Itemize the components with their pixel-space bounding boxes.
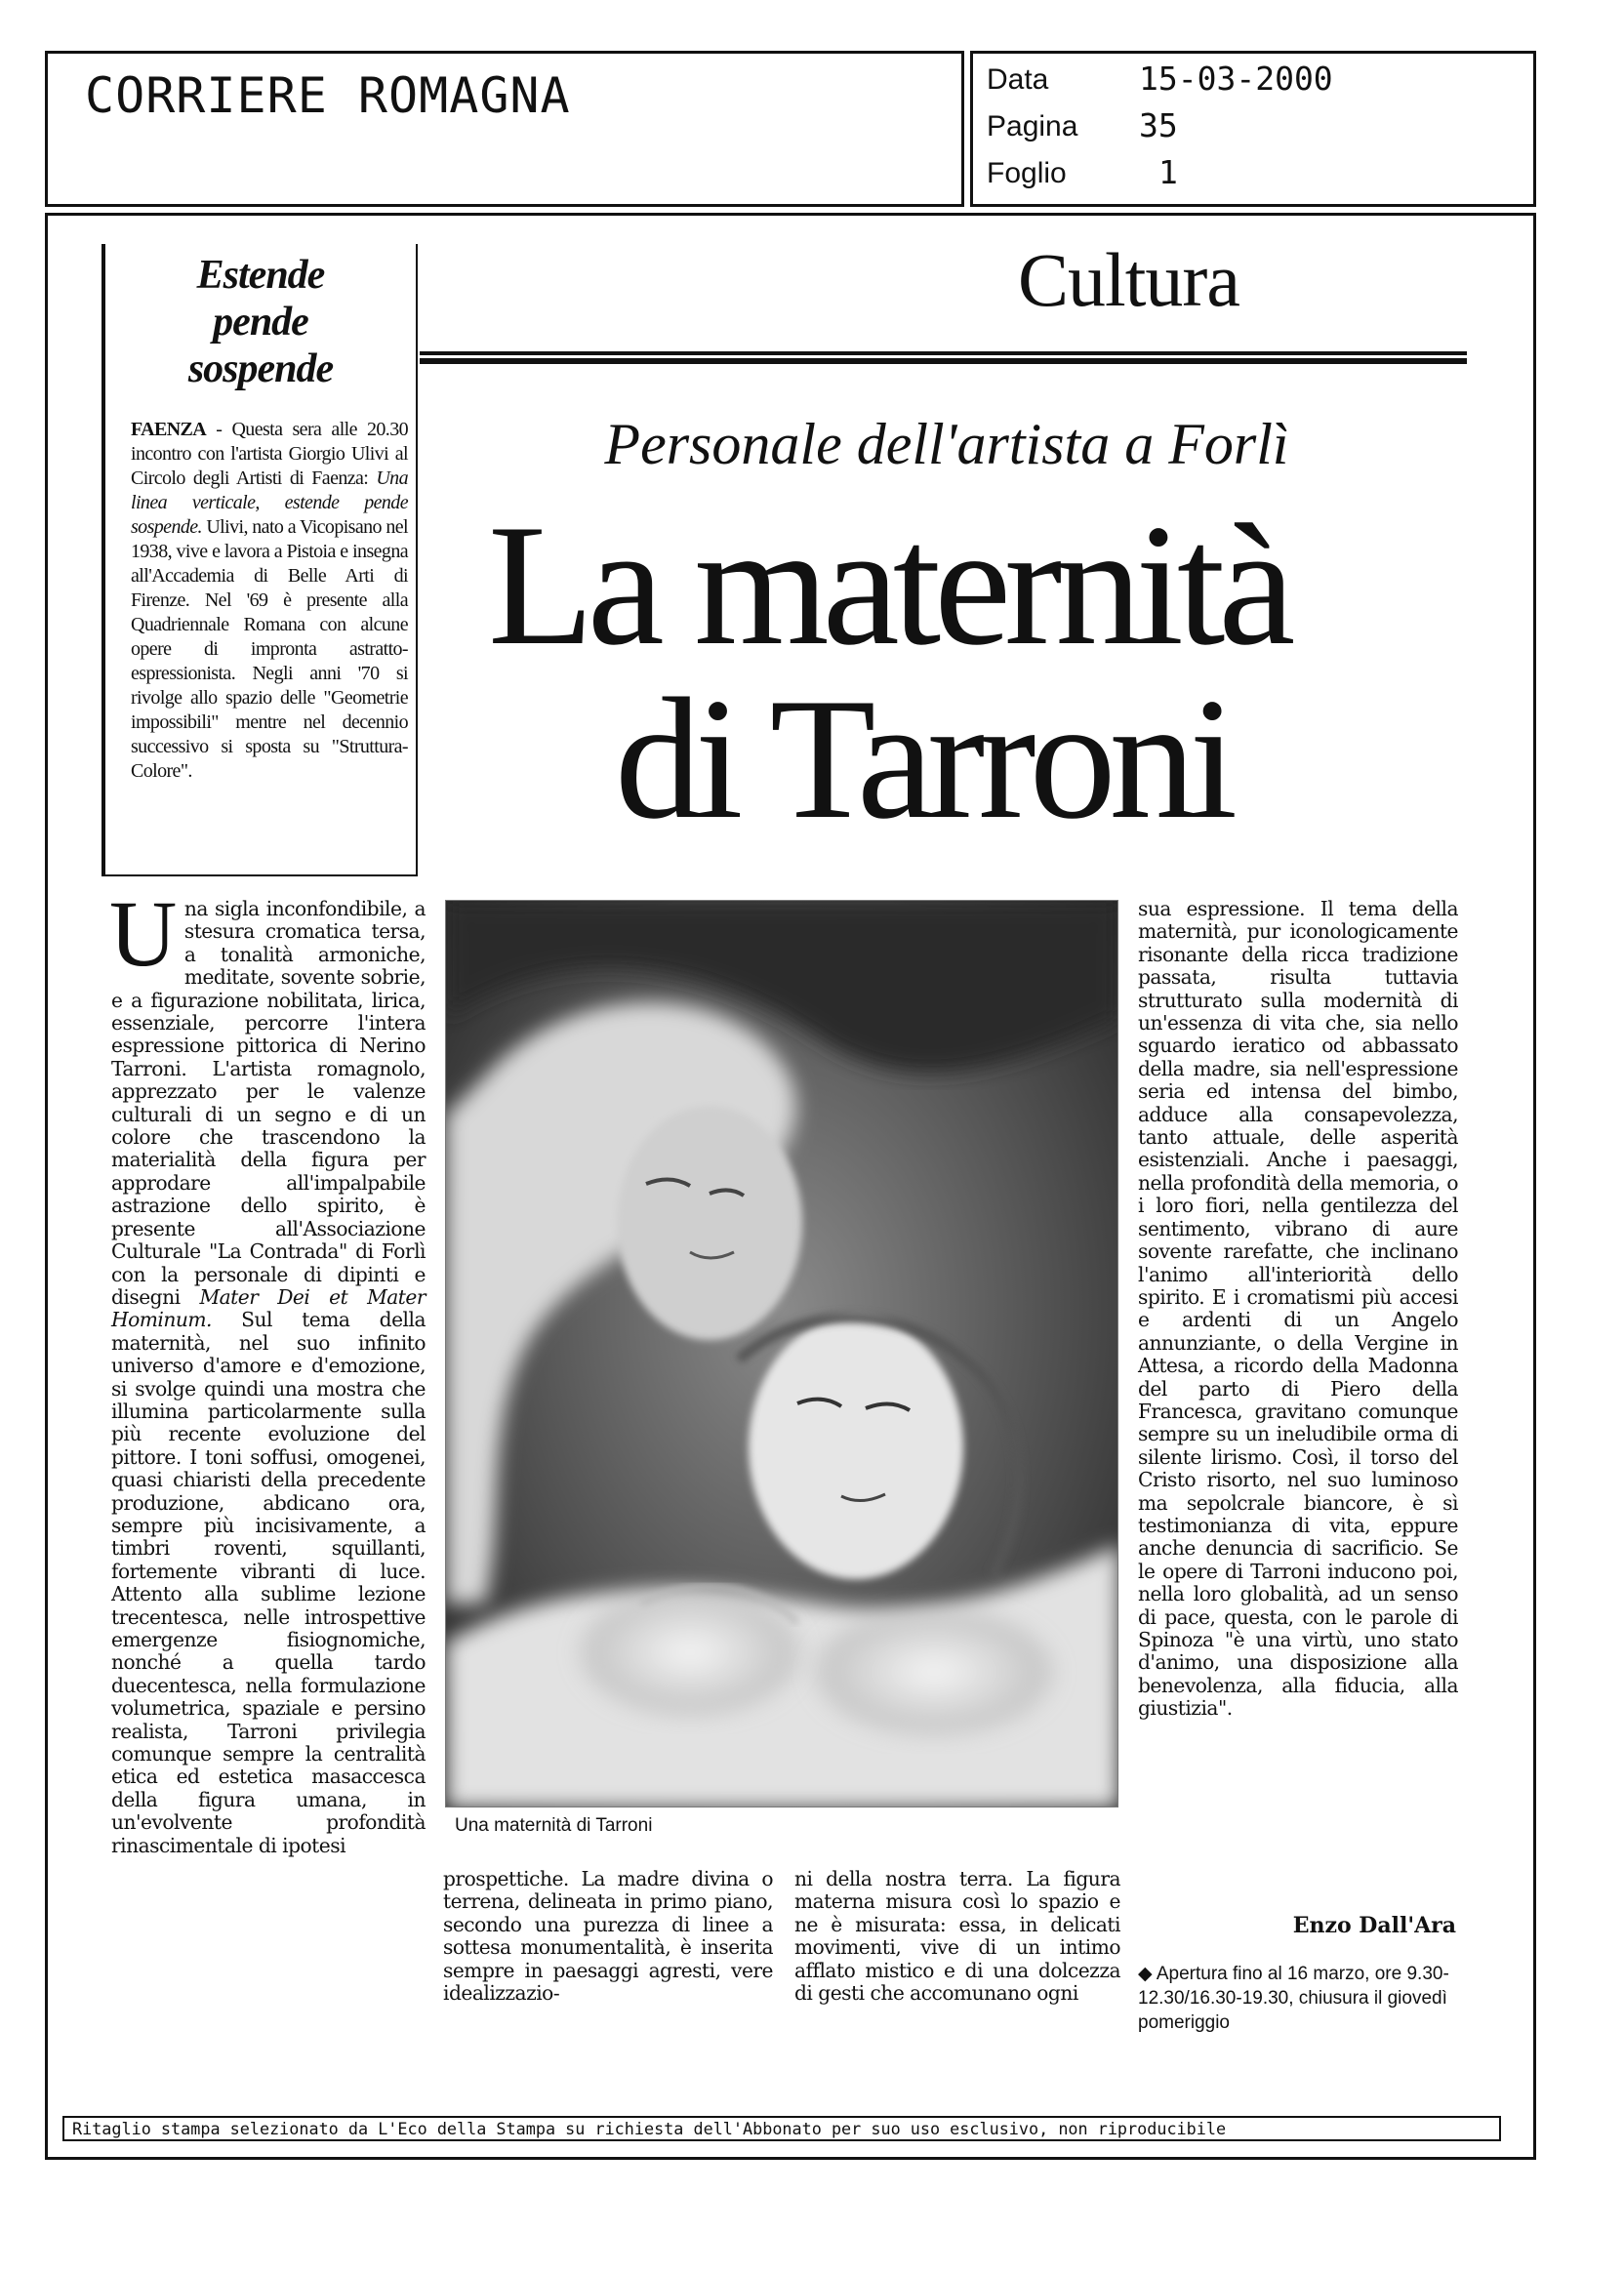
- article-column-3: [794, 1868, 1120, 2005]
- header-meta-box: [970, 51, 1536, 207]
- data-value: 15-03-2000: [1139, 60, 1333, 98]
- pagina-label: Pagina: [987, 110, 1078, 142]
- sidebar-text-italic: Una linea verticale, estende pende sospende.: [131, 467, 408, 538]
- foglio-value: 1: [1158, 153, 1178, 191]
- painting-photo: [445, 900, 1118, 1807]
- headline-line: La maternità: [488, 488, 1289, 681]
- header-publication-box: [45, 51, 964, 207]
- article-column-1: [109, 881, 426, 1857]
- publication-name: CORRIERE ROMAGNA: [85, 67, 571, 124]
- article-kicker: Personale dell'artista a Forlì: [604, 412, 1289, 476]
- sidebar-title-line: pende: [213, 300, 308, 345]
- section-rule: [420, 351, 1467, 355]
- sidebar-text-part: Ulivi, nato a Vicopisano nel 1938, vive e lavora a Pistoia e insegna all'Accademia di Belle Arti di Firenze. Nel '69 è presente alla Quadriennale Romana con alcune opere di impronta astratto-espressionista. Negli anni '70 si rivolge allo spazio delle "Geometrie impossibili" mentre nel decennio successivo si sposta su "Struttura-Colore".: [131, 516, 408, 782]
- sidebar-text: [131, 418, 408, 784]
- mother-child-painting-image: [446, 901, 1118, 1807]
- section-title: Cultura: [1018, 237, 1239, 322]
- sidebar-text-part: - Questa sera alle 20.30 incontro con l'artista Giorgio Ulivi al Circolo degli Artisti di Faenza:: [131, 419, 408, 489]
- pagina-value: 35: [1139, 106, 1178, 144]
- headline-line: di Tarroni: [615, 662, 1232, 855]
- column-text: na sigla inconfondibile, a stesura cromatica tersa, a tonalità armoniche, meditate, sovente sobrie, e a figurazione nobilitata, lirica, essenziale, percorre l'intera espressione pittorica di Nerino Tarroni. L'artista romagnolo, apprezzato per le valenze culturali di un segno e di un colore che trascendono la materialità della figura per approdare all'impalpabile astrazione dello spirito, è presente all'Associazione Culturale "La Contrada" di Forlì con la personale di dipinti e disegni: [111, 897, 426, 1309]
- column-text: ni della nostra terra. La figura materna misura così lo spazio e ne è misurata: essa, in delicati movimenti, vive di un intimo afflato mistico e di una dolcezza di gesti che accomunano ogni: [794, 1867, 1120, 2006]
- article-headline: [488, 488, 1464, 855]
- author-byline: Enzo Dall'Ara: [1292, 1913, 1456, 1938]
- sidebar-city: FAENZA: [131, 419, 207, 440]
- exhibition-title: Mater Dei et Mater Hominum.: [111, 1284, 426, 1332]
- article-column-2: [443, 1868, 773, 2005]
- foglio-label: Foglio: [987, 157, 1067, 189]
- sidebar-title: [105, 252, 416, 392]
- sidebar-title-line: sospende: [187, 346, 334, 391]
- column-text: Sul tema della maternità, nel suo infinito universo d'amore e d'emozione, si svolge quindi una mostra che illumina particolarmente sulla più recente evoluzione del pittore. I toni soffusi, omogenei, quasi chiaristi della precedente produzione, abdicano ora, sempre più incisivamente, a timbri roventi, squillanti, fortemente vibranti di luce. Attento alla sublime lezione trecentesca, nelle introspettive emergenze fisiognomiche, nonché a quella tardo duecentesca, nella formulazione volumetrica, spaziale e persino realista, Tarroni privilegia comunque sempre la centralità etica ed estetica masaccesca della figura umana, in un'evolvente profondità rinascimentale di ipotesi: [111, 1308, 426, 1857]
- footer-disclaimer: Ritaglio stampa selezionato da L'Eco della Stampa su richiesta dell'Abbonato per suo uso esclusivo, non riproducibile: [62, 2116, 1501, 2141]
- sidebar-title-line: Estende: [196, 253, 325, 298]
- drop-cap: U: [109, 881, 177, 986]
- article-column-4: [1138, 898, 1458, 1721]
- photo-caption: Una maternità di Tarroni: [455, 1815, 653, 1836]
- exhibition-hours-note: ◆ Apertura fino al 16 marzo, ore 9.30-12.30/16.30-19.30, chiusura il giovedì pomeriggio: [1138, 1964, 1449, 2033]
- column-text: prospettiche. La madre divina o terrena, delineata in primo piano, secondo una purezza di linee a sottesa monumentalità, è inserita sempre in paesaggi agresti, vere idealizzazio-: [443, 1867, 773, 2006]
- data-label: Data: [987, 63, 1049, 96]
- sidebar-box: [102, 244, 418, 876]
- column-text: sua espressione. Il tema della maternità, pur iconologicamente risonante della ricca tradizione passata, risulta tuttavia strutturato sulla modernità di un'essenza di vita che, sia nello sguardo ieratico od abbassato della madre, sia nell'espressione seria ed intensa del bimbo, adduce alla consapevolezza, tanto attuale, delle asperità esistenziali. Anche i paesaggi, nella profondità della memoria, o i loro fiori, nella gentilezza del sentimento, vibrano di aure sovente rarefatte, che inclinano l'animo all'interiorità dello spirito. E i cromatismi più accesi e ardenti di un Angelo annunziante, o della Vergine in Attesa, a ricordo della Madonna del parto di Piero della Francesca, gravitano comunque sempre su un ineludibile orma di silente lirismo. Così, il torso del Cristo risorto, nel suo luminoso ma sepolcrale biancore, è sì testimonianza di vita, eppure anche denuncia di sacrificio. Se le opere di Tarroni inducono poi, nella loro globalità, ad un senso di pace, questa, con le parole di Spinoza "è una virtù, uno stato d'animo, una disposizione alla benevolenza, alla fiducia, alla giustizia".: [1138, 897, 1458, 1721]
- section-rule-thick: [420, 358, 1467, 364]
